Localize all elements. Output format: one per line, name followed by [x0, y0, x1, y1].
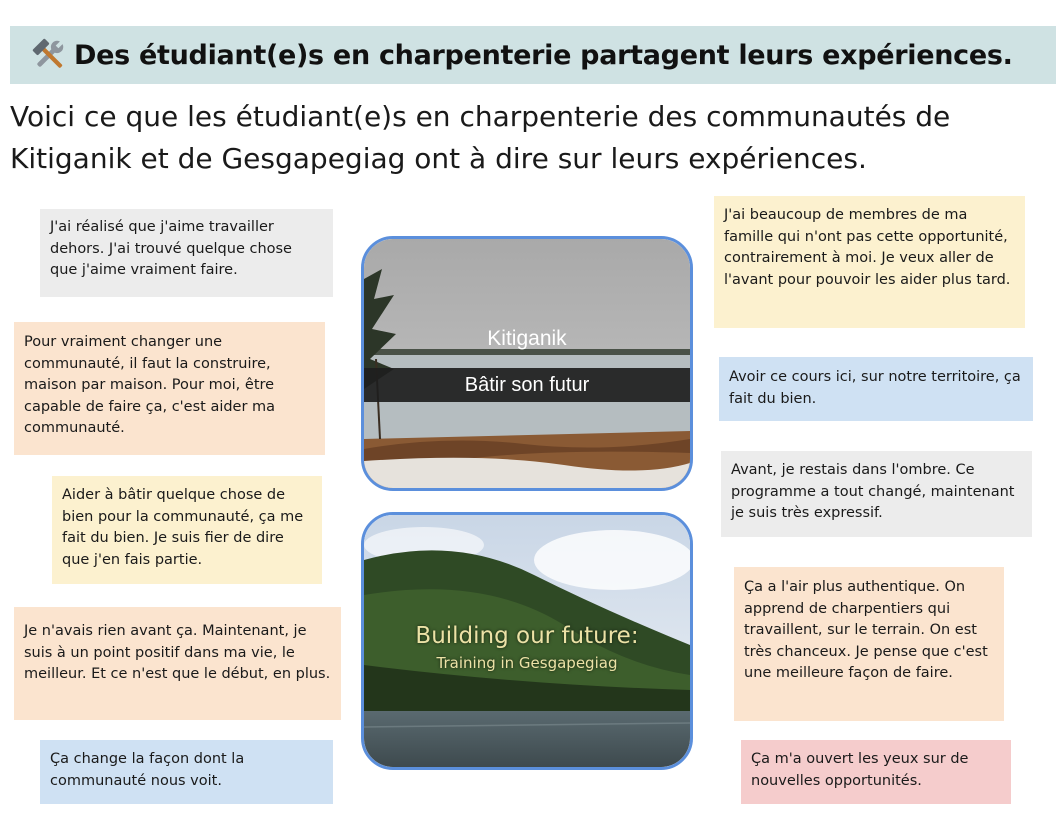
quote-card: J'ai beaucoup de membres de ma famille qui n'ont pas cette opportunité, contrairement à moi. Je veux aller de l'avant pour pouvoir les aider plus tard.	[714, 196, 1025, 328]
video-caption: Bâtir son futur	[364, 368, 690, 402]
lake-landscape-image	[364, 239, 690, 488]
quote-card: Aider à bâtir quelque chose de bien pour la communauté, ça me fait du bien. Je suis fier de dire que j'en fais partie.	[52, 476, 322, 584]
quote-card: Je n'avais rien avant ça. Maintenant, je suis à un point positif dans ma vie, le meilleur. Et ce n'est que le début, en plus.	[14, 607, 341, 720]
title-banner	[10, 26, 1056, 84]
intro-line-2: Kitiganik et de Gesgapegiag ont à dire sur leurs expériences.	[10, 142, 867, 175]
video-thumbnail-gesgapegiag[interactable]	[361, 512, 693, 770]
quote-card: Pour vraiment changer une communauté, il faut la construire, maison par maison. Pour moi, être capable de faire ça, c'est aider ma communauté.	[14, 322, 325, 455]
intro-line-1: Voici ce que les étudiant(e)s en charpenterie des communautés de	[10, 100, 951, 133]
page-title: Des étudiant(e)s en charpenterie partagent leurs expériences.	[74, 39, 1013, 71]
quote-card: Ça m'a ouvert les yeux sur de nouvelles opportunités.	[741, 740, 1011, 804]
video-subtitle: Training in Gesgapegiag	[436, 654, 618, 672]
quote-card: J'ai réalisé que j'aime travailler dehors. J'ai trouvé quelque chose que j'aime vraiment faire.	[40, 209, 333, 297]
video-thumbnail-kitiganik[interactable]	[361, 236, 693, 491]
intro-text	[10, 96, 1010, 180]
video-title: Building our future:	[415, 623, 639, 649]
location-label: Kitiganik	[487, 327, 567, 350]
quote-card: Avant, je restais dans l'ombre. Ce programme a tout changé, maintenant je suis très expressif.	[721, 451, 1032, 537]
hammer-wrench-icon	[30, 36, 68, 74]
quote-card: Ça change la façon dont la communauté nous voit.	[40, 740, 333, 804]
quote-card: Ça a l'air plus authentique. On apprend de charpentiers qui travaillent, sur le terrain. On est très chanceux. Je pense que c'est une meilleure façon de faire.	[734, 567, 1004, 721]
quote-card: Avoir ce cours ici, sur notre territoire, ça fait du bien.	[719, 357, 1033, 421]
